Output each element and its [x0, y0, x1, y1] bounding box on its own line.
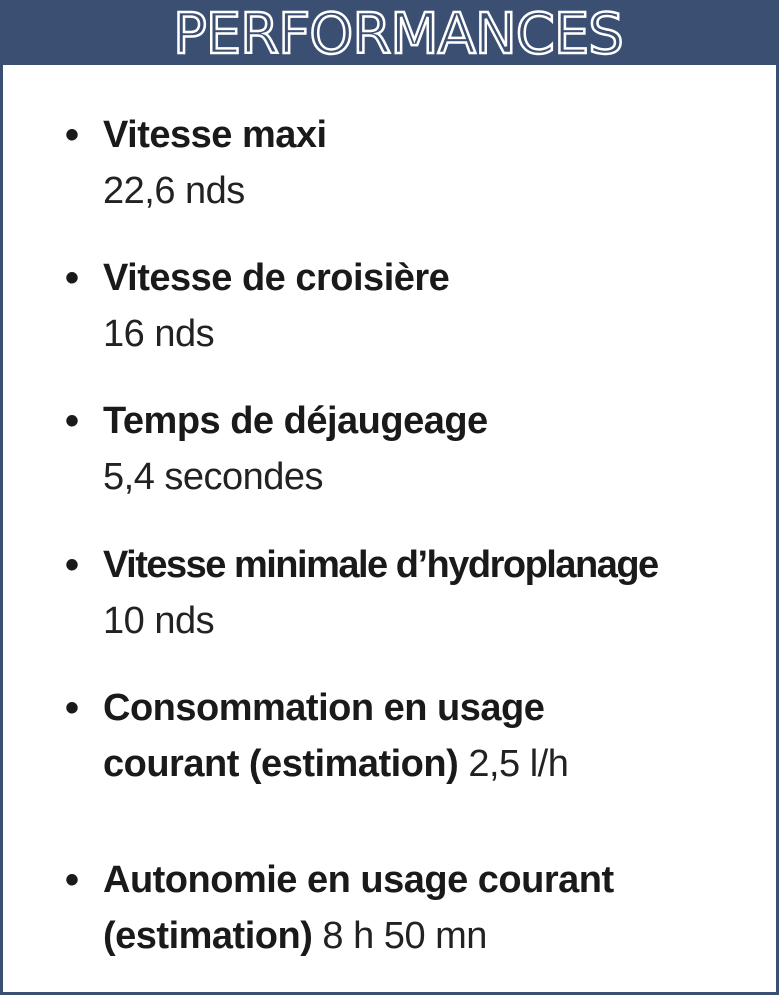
item-value: 5,4 secondes [103, 456, 324, 498]
page-title: PERFORMANCES [173, 2, 623, 67]
item-value: 2,5 l/h [468, 743, 569, 785]
item-label-line1: Consommation en usage [103, 687, 545, 729]
item-label: Vitesse minimale d’hydroplanage [103, 544, 658, 586]
list-item-consommation [65, 682, 765, 794]
list-item-vitesse-maxi [65, 109, 765, 221]
item-value: 16 nds [103, 313, 215, 355]
list-item-vitesse-hydroplanage [65, 539, 765, 651]
item-value: 8 h 50 mn [322, 915, 487, 957]
bullet-icon: • [65, 113, 80, 157]
item-label-line2-group [65, 734, 765, 794]
list-item-autonomie [65, 854, 765, 966]
bullet-icon: • [65, 686, 80, 730]
bullet-icon: • [65, 256, 80, 300]
item-label-line2: courant (estimation) [103, 743, 459, 785]
item-label: Vitesse maxi [103, 114, 327, 156]
list-item-vitesse-croisiere [65, 252, 765, 364]
item-label-line2: (estimation) [103, 915, 313, 957]
item-value: 22,6 nds [103, 170, 245, 212]
item-label: Temps de déjaugeage [103, 400, 488, 442]
item-value: 10 nds [103, 600, 215, 642]
item-label: Vitesse de croisière [103, 257, 450, 299]
header-bar [3, 3, 776, 65]
list-item-temps-dejaugeage [65, 395, 765, 507]
item-label-line2-group [65, 906, 765, 966]
bullet-icon: • [65, 858, 80, 902]
bullet-icon: • [65, 399, 80, 443]
bullet-icon: • [65, 543, 80, 587]
item-label-line1: Autonomie en usage courant [103, 859, 614, 901]
